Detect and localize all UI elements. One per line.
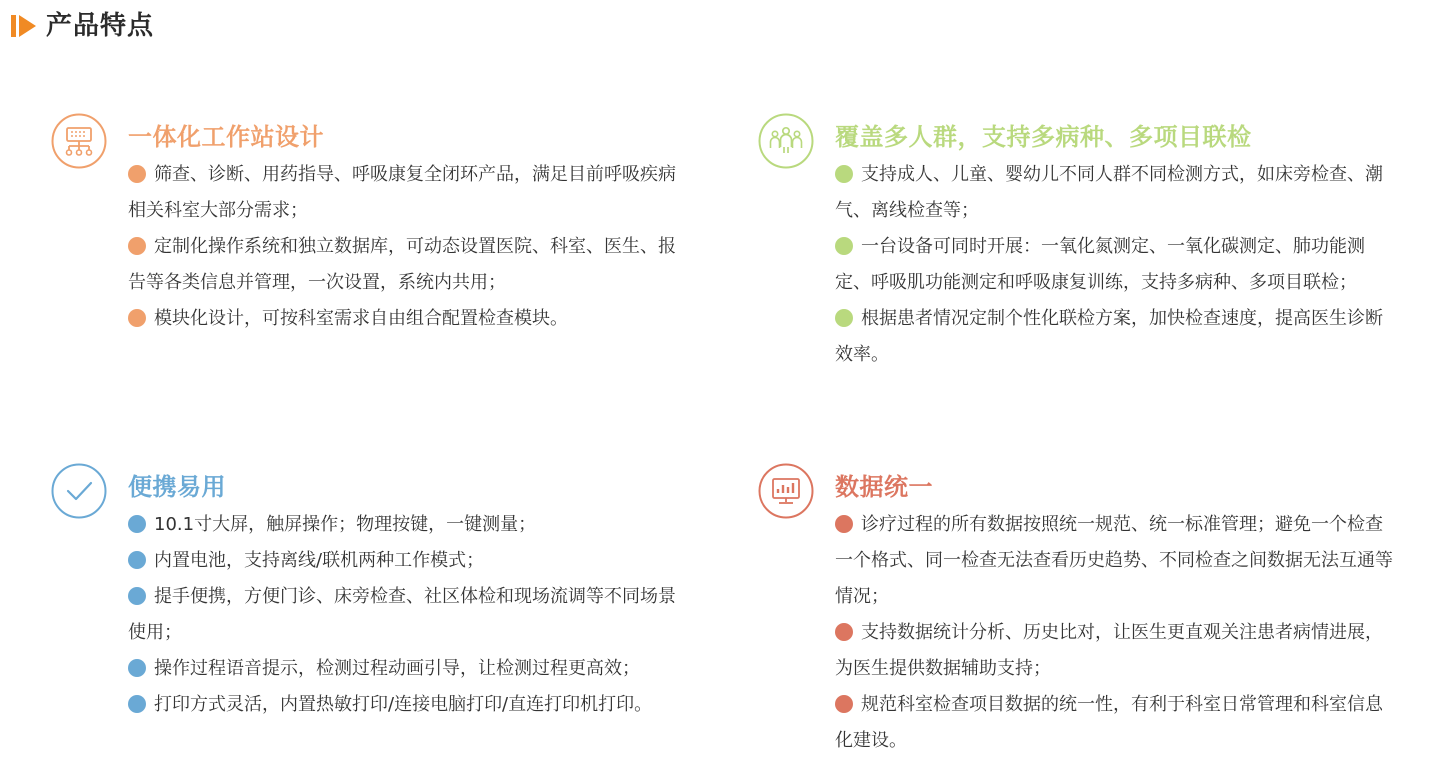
bullet-dot-icon bbox=[835, 165, 853, 183]
double-triangle-icon bbox=[10, 11, 40, 41]
people-group-icon bbox=[758, 113, 814, 169]
bullet-dot-icon bbox=[835, 309, 853, 327]
list-item: 10.1寸大屏，触屏操作；物理按键，一键测量； bbox=[128, 507, 688, 543]
list-item: 诊疗过程的所有数据按照统一规范、统一标准管理；避免一个检查一个格式、同一检查无法查看历史趋势、不同检查之间数据无法互通等情况； bbox=[835, 514, 1393, 607]
check-circle-icon bbox=[51, 463, 107, 519]
list-item: 模块化设计，可按科室需求自由组合配置检查模块。 bbox=[128, 301, 688, 337]
bullet-dot-icon bbox=[835, 623, 853, 641]
feature-title: 覆盖多人群，支持多病种、多项目联检 bbox=[835, 123, 1252, 151]
bullet-dot-icon bbox=[128, 695, 146, 713]
feature-list bbox=[128, 507, 688, 723]
bullet-dot-icon bbox=[128, 515, 146, 533]
section-header bbox=[10, 6, 154, 46]
bullet-dot-icon bbox=[835, 237, 853, 255]
feature-title: 数据统一 bbox=[835, 473, 933, 501]
feature-title: 便携易用 bbox=[128, 473, 226, 501]
bullet-dot-icon bbox=[835, 515, 853, 533]
list-item: 筛查、诊断、用药指导、呼吸康复全闭环产品，满足目前呼吸疾病相关科室大部分需求； bbox=[128, 164, 676, 221]
list-item: 打印方式灵活，内置热敏打印/连接电脑打印/直连打印机打印。 bbox=[128, 687, 688, 723]
bullet-dot-icon bbox=[128, 237, 146, 255]
list-item: 支持成人、儿童、婴幼儿不同人群不同检测方式，如床旁检查、潮气、离线检查等； bbox=[835, 164, 1383, 221]
feature-list bbox=[128, 157, 688, 337]
page-title: 产品特点 bbox=[46, 11, 155, 41]
bullet-dot-icon bbox=[128, 587, 146, 605]
feature-list bbox=[835, 507, 1395, 759]
bullet-dot-icon bbox=[128, 309, 146, 327]
list-item: 提手便携，方便门诊、床旁检查、社区体检和现场流调等不同场景使用； bbox=[128, 586, 676, 643]
bullet-dot-icon bbox=[128, 659, 146, 677]
list-item: 内置电池，支持离线/联机两种工作模式； bbox=[128, 543, 688, 579]
network-device-icon bbox=[51, 113, 107, 169]
feature-list bbox=[835, 157, 1395, 373]
list-item: 规范科室检查项目数据的统一性，有利于科室日常管理和科室信息化建设。 bbox=[835, 694, 1383, 751]
feature-title: 一体化工作站设计 bbox=[128, 123, 324, 151]
list-item: 定制化操作系统和独立数据库，可动态设置医院、科室、医生、报告等各类信息并管理，一次设置，系统内共用； bbox=[128, 236, 676, 293]
list-item: 操作过程语音提示，检测过程动画引导，让检测过程更高效； bbox=[128, 651, 688, 687]
bullet-dot-icon bbox=[835, 695, 853, 713]
list-item: 根据患者情况定制个性化联检方案，加快检查速度，提高医生诊断效率。 bbox=[835, 308, 1383, 365]
bullet-dot-icon bbox=[128, 165, 146, 183]
bullet-dot-icon bbox=[128, 551, 146, 569]
list-item: 一台设备可同时开展：一氧化氮测定、一氧化碳测定、肺功能测定、呼吸肌功能测定和呼吸康复训练，支持多病种、多项目联检； bbox=[835, 236, 1365, 293]
chart-monitor-icon bbox=[758, 463, 814, 519]
list-item: 支持数据统计分析、历史比对，让医生更直观关注患者病情进展，为医生提供数据辅助支持； bbox=[835, 622, 1383, 679]
